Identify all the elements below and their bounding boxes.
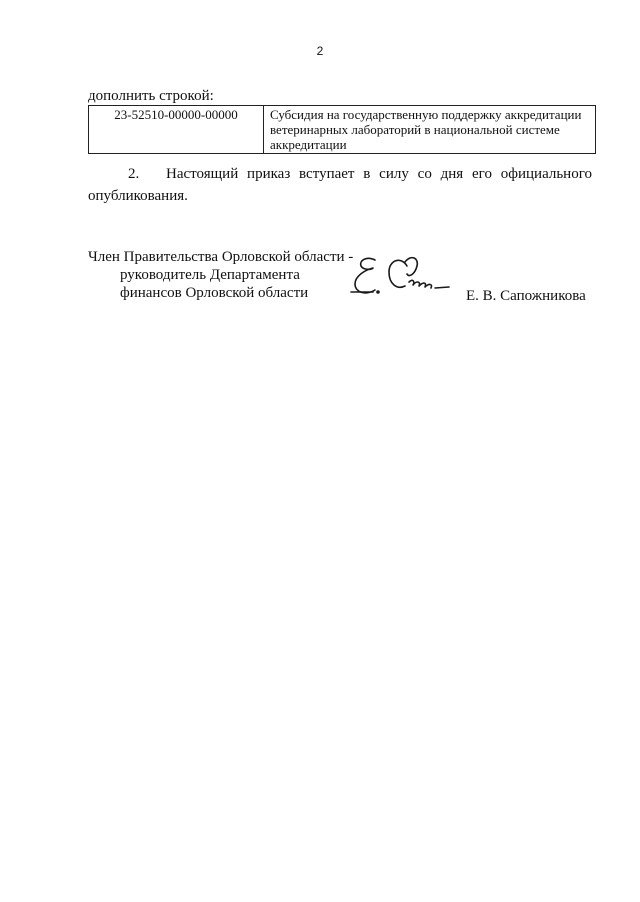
position-line-2: руководитель Департамента [120,267,300,283]
position-line-1: Член Правительства Орловской области - [88,249,354,265]
paragraph-2 [88,163,592,207]
intro-text: дополнить строкой: [88,88,214,104]
table-cell-description: Субсидия на государственную поддержку аккредитации ветеринарных лабораторий в национальной системе аккредитации [264,106,596,154]
signatory-position [88,248,353,302]
handwritten-signature [345,252,457,310]
table-cell-code: 23-52510-00000-00000 [89,106,264,154]
signer-name: Е. В. Сапожникова [466,288,586,304]
paragraph-text: Настоящий приказ вступает в силу со дня его официального опубликования. [88,166,592,204]
table-row [89,106,596,154]
paragraph-number: 2. [128,166,140,182]
page-number: 2 [316,44,324,58]
codes-table [88,105,596,154]
position-line-3: финансов Орловской области [120,285,309,301]
